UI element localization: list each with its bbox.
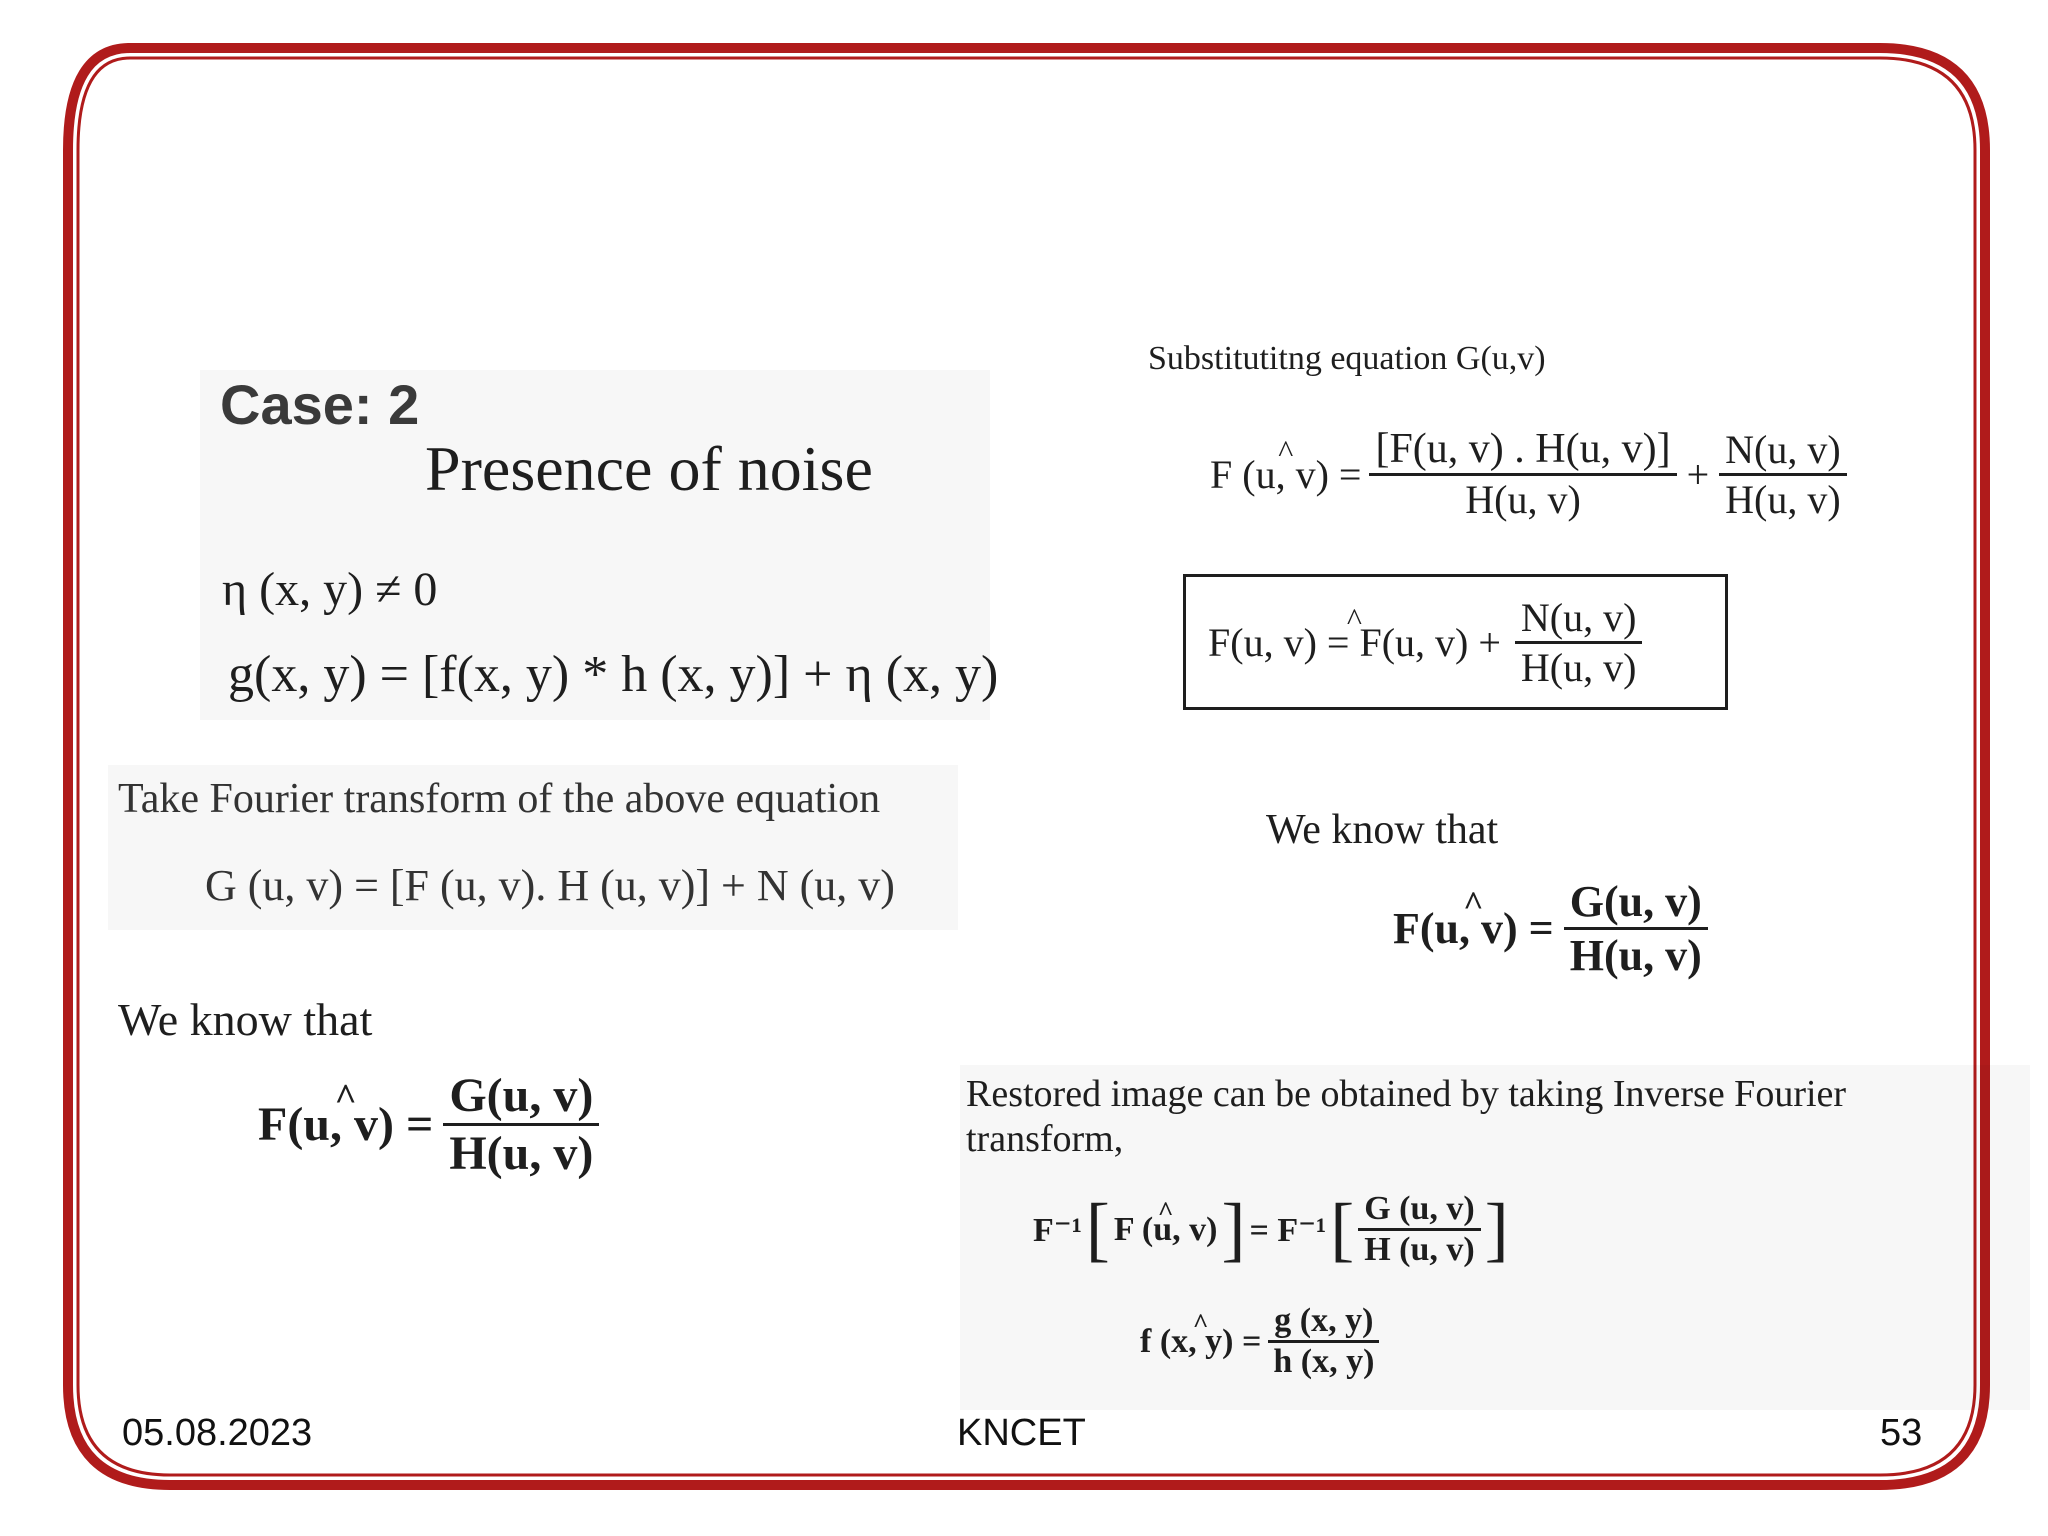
- bracket-close-2: ]: [1484, 1189, 1509, 1269]
- estimate-right-numerator: G(u, v): [1564, 876, 1708, 930]
- substitution-numerator-1: [F(u, v) . H(u, v)]: [1369, 425, 1676, 476]
- estimate-right-lhs: ^ F(u, v) =: [1393, 903, 1554, 954]
- boxed-result-eq: [1183, 574, 1728, 710]
- boxed-result-fraction: [1515, 594, 1643, 691]
- inverse-transform-eq: [1033, 1188, 1513, 1271]
- inverse-operator-rhs: = F⁻¹: [1249, 1211, 1327, 1249]
- estimate-eq-left: [258, 1068, 599, 1181]
- estimate-right-denominator: H(u, v): [1569, 931, 1702, 980]
- estimate-eq-right: [1393, 876, 1708, 981]
- fourier-intro-text: Take Fourier transform of the above equation: [118, 776, 881, 822]
- restored-numerator: g (x, y): [1268, 1302, 1379, 1343]
- bracket-close-1: ]: [1221, 1189, 1246, 1269]
- substitution-eq: [1210, 425, 1847, 523]
- inverse-operator-lhs: F⁻¹: [1033, 1211, 1082, 1249]
- noise-condition-eq: η (x, y) ≠ 0: [222, 563, 438, 616]
- boxed-result-denominator: H(u, v): [1520, 644, 1637, 690]
- inverse-fraction: [1358, 1190, 1481, 1269]
- case-label: Case: 2: [220, 373, 420, 436]
- plus-sign: +: [1686, 451, 1710, 497]
- boxed-result-lhs: ^ F(u, v) = F(u, v) +: [1208, 619, 1501, 666]
- estimate-denominator: H(u, v): [449, 1127, 594, 1180]
- substitution-lhs: ^ F (u, v) =: [1210, 451, 1361, 498]
- inverse-denominator: H (u, v): [1364, 1231, 1475, 1268]
- restored-lhs: ^ f (x, y) =: [1140, 1323, 1261, 1361]
- bracket-open-1: [: [1085, 1189, 1110, 1269]
- restore-text-line2: transform,: [966, 1118, 1124, 1160]
- inverse-numerator: G (u, v): [1358, 1190, 1481, 1231]
- substitution-denominator-1: H(u, v): [1465, 477, 1581, 522]
- inverse-argument: ^ F (u, v): [1114, 1211, 1218, 1249]
- restore-text-line1: Restored image can be obtained by taking Inverse Fourier: [966, 1073, 1847, 1115]
- bracket-open-2: [: [1330, 1189, 1355, 1269]
- substitution-fraction-2: [1719, 426, 1847, 523]
- know-that-right: We know that: [1266, 807, 1499, 853]
- restored-image-eq: [1140, 1302, 1380, 1381]
- estimate-numerator: G(u, v): [443, 1068, 599, 1126]
- degradation-model-eq: g(x, y) = [f(x, y) * h (x, y)] + η (x, y): [228, 646, 999, 703]
- substitution-fraction-1: [1369, 425, 1676, 523]
- substitution-numerator-2: N(u, v): [1719, 426, 1847, 476]
- slide-title: Presence of noise: [425, 433, 873, 504]
- know-that-left: We know that: [118, 994, 373, 1045]
- restored-fraction: [1267, 1302, 1380, 1381]
- footer-date: 05.08.2023: [122, 1412, 313, 1454]
- estimate-fraction: [443, 1068, 599, 1181]
- boxed-result-numerator: N(u, v): [1515, 594, 1643, 644]
- estimate-lhs: ^ F(u, v) =: [258, 1097, 433, 1152]
- substitution-intro: Substitutitng equation G(u,v): [1148, 340, 1546, 377]
- footer-page-number: 53: [1880, 1412, 1923, 1454]
- substitution-denominator-2: H(u, v): [1725, 476, 1841, 522]
- estimate-right-fraction: [1564, 876, 1708, 981]
- restored-denominator: h (x, y): [1273, 1343, 1375, 1380]
- footer-org: KNCET: [957, 1412, 1086, 1454]
- frequency-domain-eq: G (u, v) = [F (u, v). H (u, v)] + N (u, v): [205, 861, 895, 910]
